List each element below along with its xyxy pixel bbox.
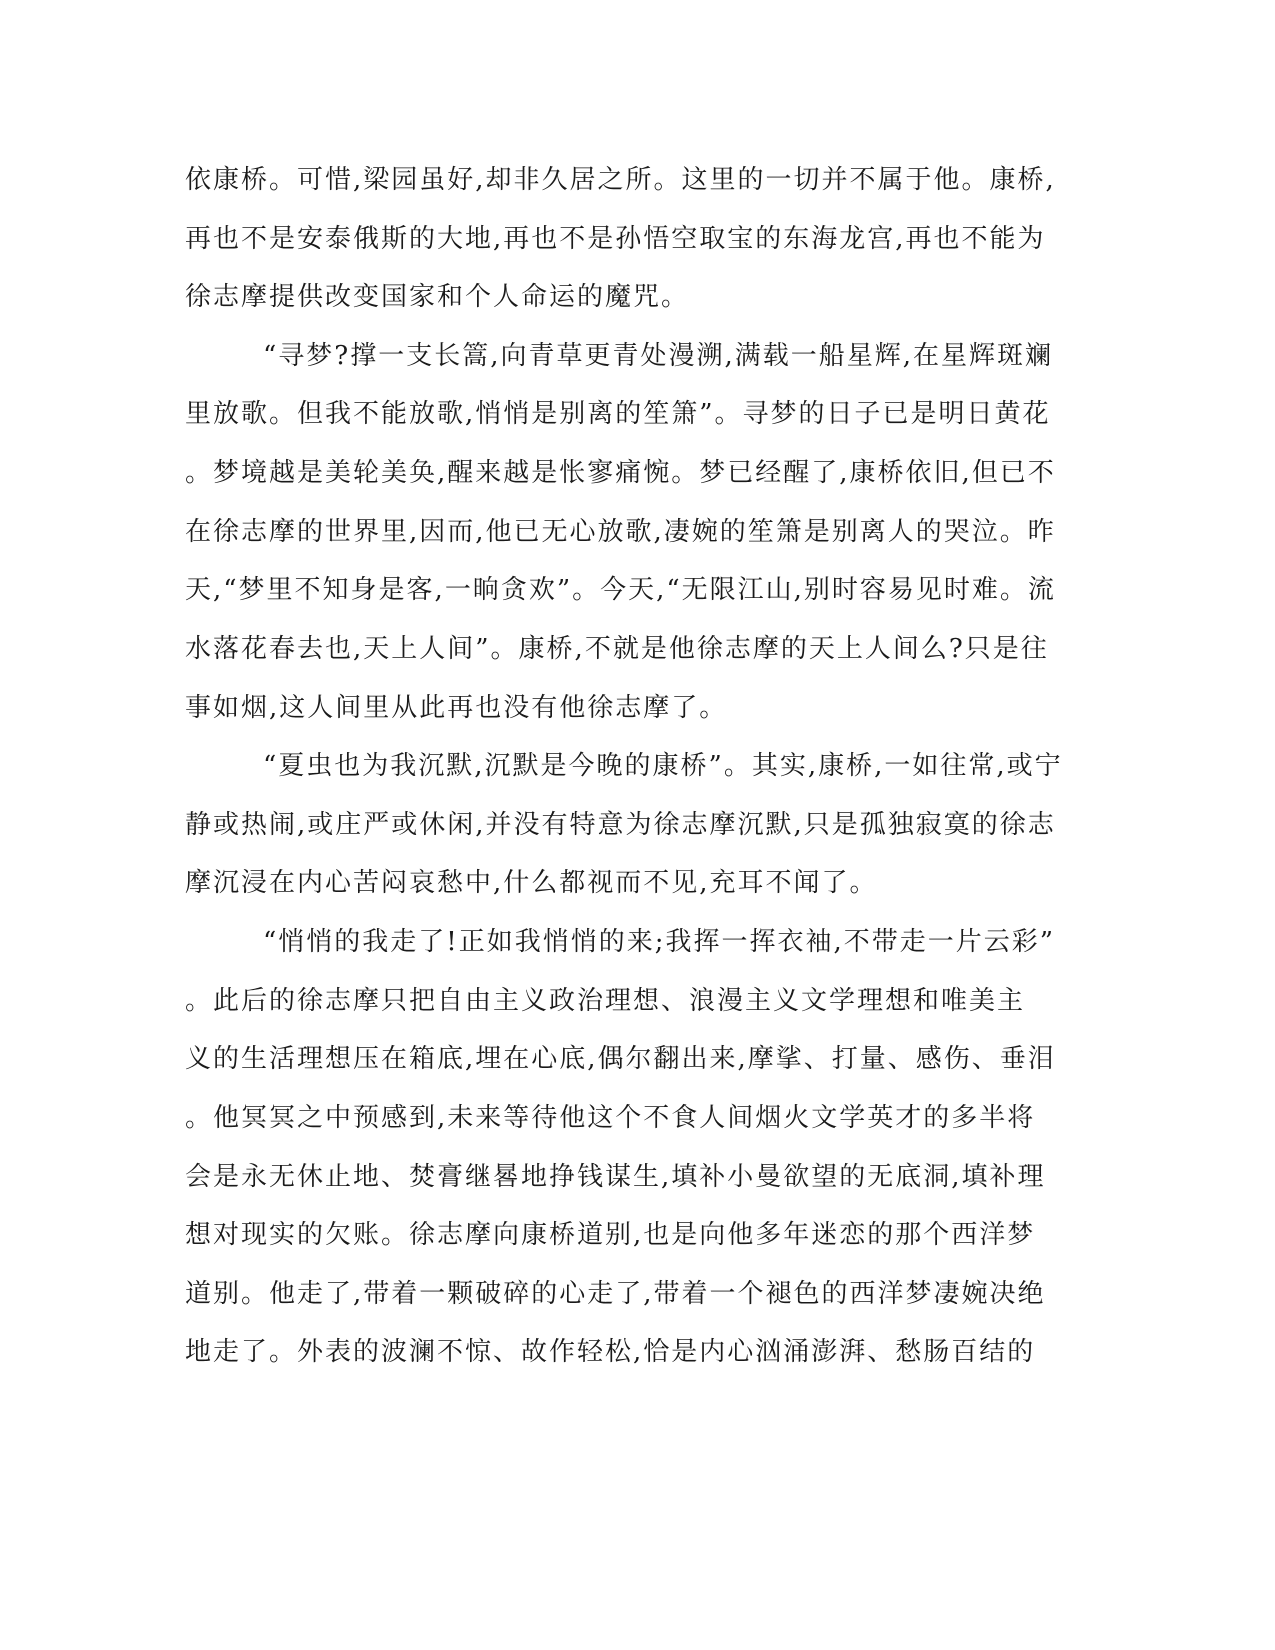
text-line: 道别。他走了,带着一颗破碎的心走了,带着一个褪色的西洋梦凄婉决绝 [185,1279,1046,1309]
text-line: 在徐志摩的世界里,因而,他已无心放歌,凄婉的笙箫是别离人的哭泣。昨 [185,517,1056,547]
text-line: 义的生活理想压在箱底,埋在心底,偶尔翻出来,摩挲、打量、感伤、垂泪 [185,1044,1056,1074]
text-line: 会是永无休止地、焚膏继晷地挣钱谋生,填补小曼欲望的无底洞,填补理 [185,1162,1046,1192]
text-line: 静或热闹,或庄严或休闲,并没有特意为徐志摩沉默,只是孤独寂寞的徐志 [185,810,1056,840]
text-line: 。梦境越是美轮美奂,醒来越是怅寥痛惋。梦已经醒了,康桥依旧,但已不 [185,458,1056,488]
text-line: 摩沉浸在内心苦闷哀愁中,什么都视而不见,充耳不闻了。 [185,868,878,898]
text-line: 地走了。外表的波澜不惊、故作轻松,恰是内心汹涌澎湃、愁肠百结的 [185,1337,1036,1367]
paragraph-first-line: “寻梦?撑一支长篙,向青草更青处漫溯,满载一船星辉,在星辉斑斓 [263,341,1054,371]
text-line: 里放歌。但我不能放歌,悄悄是别离的笙箫”。寻梦的日子已是明日黄花 [185,399,1051,429]
text-line: 想对现实的欠账。徐志摩向康桥道别,也是向他多年迷恋的那个西洋梦 [185,1220,1036,1250]
paragraph-first-line: “夏虫也为我沉默,沉默是今晚的康桥”。其实,康桥,一如往常,或宁 [263,751,1063,781]
paragraph-first-line: “悄悄的我走了!正如我悄悄的来;我挥一挥衣袖,不带走一片云彩” [263,927,1056,957]
text-line: 事如烟,这人间里从此再也没有他徐志摩了。 [185,693,728,723]
text-line: 再也不是安泰俄斯的大地,再也不是孙悟空取宝的东海龙宫,再也不能为 [185,224,1046,254]
text-line: 。此后的徐志摩只把自由主义政治理想、浪漫主义文学理想和唯美主 [185,986,1026,1016]
text-line: 天,“梦里不知身是客,一晌贪欢”。今天,“无限江山,别时容易见时难。流 [185,575,1056,605]
text-line: 徐志摩提供改变国家和个人命运的魔咒。 [185,282,690,312]
text-line: 。他冥冥之中预感到,未来等待他这个不食人间烟火文学英才的多半将 [185,1103,1036,1133]
text-line: 依康桥。可惜,梁园虽好,却非久居之所。这里的一切并不属于他。康桥, [185,165,1056,195]
text-line: 水落花春去也,天上人间”。康桥,不就是他徐志摩的天上人间么?只是往 [185,634,1049,664]
